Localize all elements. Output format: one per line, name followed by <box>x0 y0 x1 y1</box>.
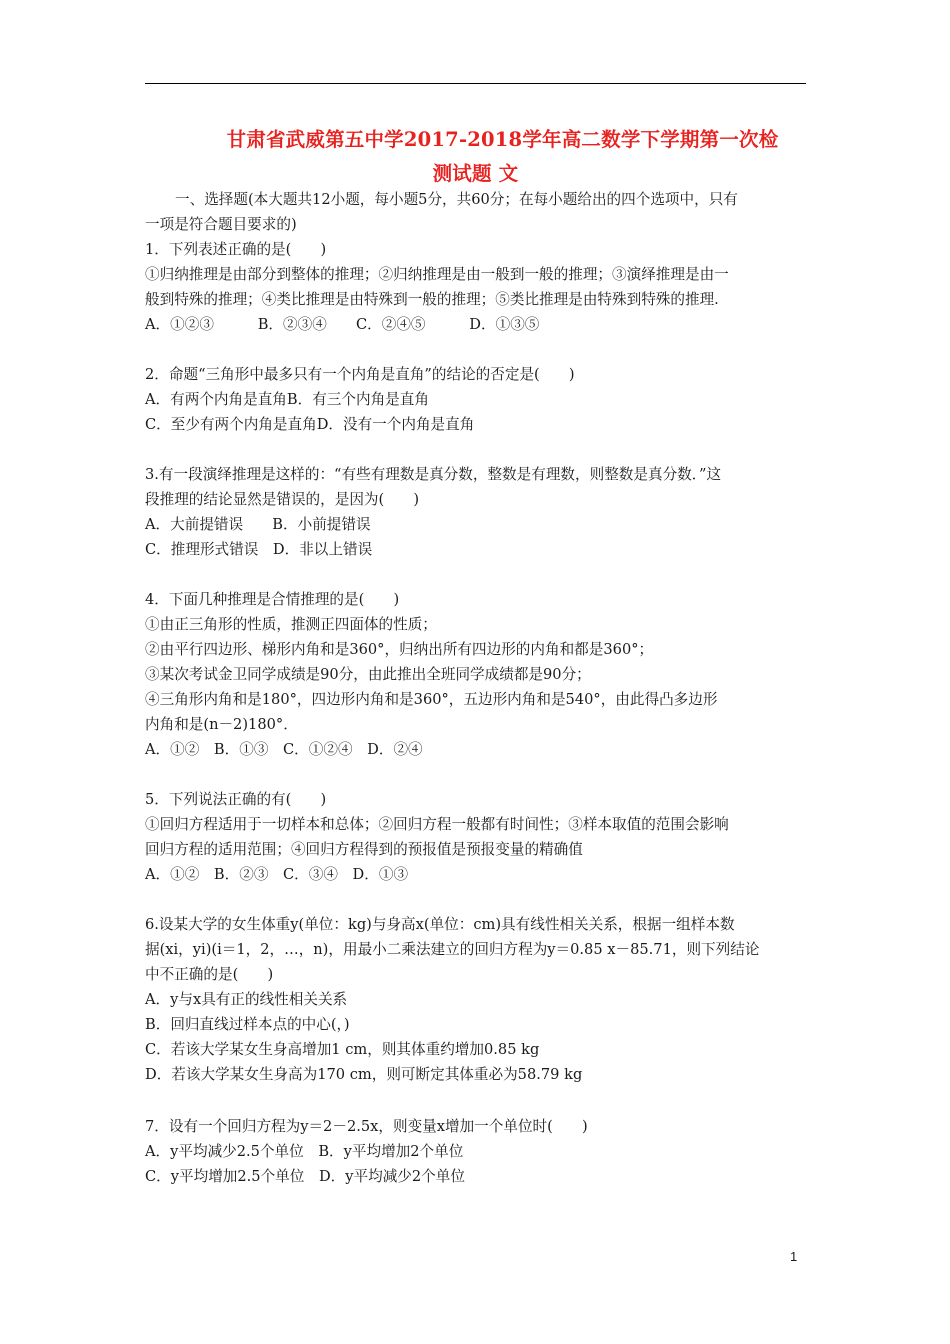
text-line: 般到特殊的推理；④类比推理是由特殊到一般的推理；⑤类比推理是由特殊到特殊的推理. <box>145 291 719 308</box>
text-line: C．y平均增加2.5个单位 D．y平均减少2个单位 <box>145 1168 465 1185</box>
text-line: ①回归方程适用于一切样本和总体；②回归方程一般都有时间性；③样本取值的范围会影响 <box>145 816 729 833</box>
text-line: C．推理形式错误 D．非以上错误 <box>145 541 373 558</box>
text-line: A．y与x具有正的线性相关关系 <box>145 991 348 1008</box>
text-line: 1．下列表述正确的是( ) <box>145 241 327 258</box>
text-line: A．y平均减少2.5个单位 B．y平均增加2个单位 <box>145 1143 464 1160</box>
text-line: A．①② B．①③ C．①②④ D．②④ <box>145 741 423 758</box>
text-line: 一、选择题(本大题共12小题，每小题5分，共60分；在每小题给出的四个选项中，只有 <box>175 191 738 208</box>
text-line: 2．命题“三角形中最多只有一个内角是直角”的结论的否定是( ) <box>145 366 575 383</box>
text-line: D．若该大学某女生身高为170 cm，则可断定其体重必为58.79 kg <box>145 1066 583 1083</box>
text-line: 3.有一段演绎推理是这样的：“有些有理数是真分数，整数是有理数，则整数是真分数．”这 <box>145 466 722 483</box>
header-rule <box>145 83 806 84</box>
text-line: A．①② B．②③ C．③④ D．①③ <box>145 866 409 883</box>
text-line: A．有两个内角是直角B．有三个内角是直角 <box>145 391 429 408</box>
text-line: C．至少有两个内角是直角D．没有一个内角是直角 <box>145 416 475 433</box>
text-line: 内角和是(n－2)180°． <box>145 716 298 733</box>
document-title-line1: 甘肃省武威第五中学2017-2018学年高二数学下学期第一次检 <box>226 128 779 151</box>
document-title-line2: 测试题 文 <box>432 162 519 185</box>
text-line: A．①②③ B．②③④ C．②④⑤ D．①③⑤ <box>145 316 540 333</box>
page-number: 1 <box>790 1249 798 1264</box>
text-line: 据(xi，yi)(i＝1，2，…，n)，用最小二乘法建立的回归方程为y＝0.85 x－85.71，则下列结论 <box>145 941 760 958</box>
text-line: 段推理的结论显然是错误的，是因为( ) <box>145 491 420 508</box>
text-line: 中不正确的是( ) <box>145 966 274 983</box>
text-line: 回归方程的适用范围；④回归方程得到的预报值是预报变量的精确值 <box>145 841 583 858</box>
text-line: 5．下列说法正确的有( ) <box>145 791 327 808</box>
text-line: ③某次考试金卫同学成绩是90分，由此推出全班同学成绩都是90分； <box>145 666 591 683</box>
text-line: C．若该大学某女生身高增加1 cm，则其体重约增加0.85 kg <box>145 1041 540 1058</box>
text-line: ②由平行四边形、梯形内角和是360°，归纳出所有四边形的内角和都是360°； <box>145 641 654 658</box>
text-line: 一项是符合题目要求的) <box>145 216 297 233</box>
text-line: B．回归直线过样本点的中心(，) <box>145 1016 350 1033</box>
text-line: ④三角形内角和是180°，四边形内角和是360°，五边形内角和是540°，由此得凸多边形 <box>145 691 718 708</box>
text-line: 7．设有一个回归方程为y＝2－2.5x，则变量x增加一个单位时( ) <box>145 1118 588 1135</box>
text-line: ①归纳推理是由部分到整体的推理；②归纳推理是由一般到一般的推理；③演绎推理是由一 <box>145 266 729 283</box>
text-line: 4．下面几种推理是合情推理的是( ) <box>145 591 400 608</box>
text-line: A．大前提错误 B．小前提错误 <box>145 516 371 533</box>
text-line: 6.设某大学的女生体重y(单位：kg)与身高x(单位：cm)具有线性相关关系，根据一组样本数 <box>145 916 735 933</box>
text-line: ①由正三角形的性质，推测正四面体的性质； <box>145 616 437 633</box>
